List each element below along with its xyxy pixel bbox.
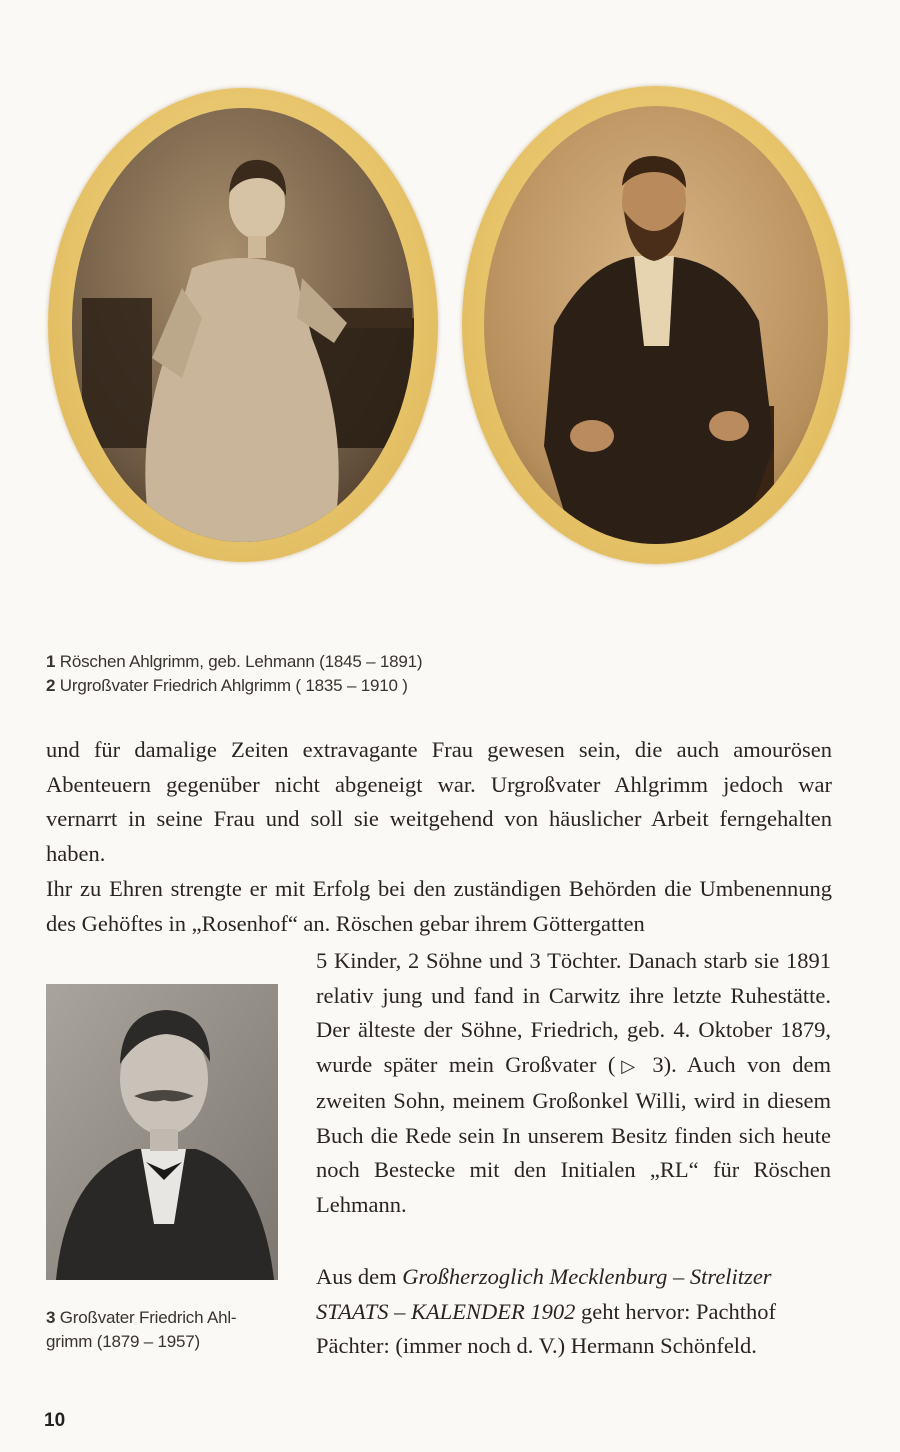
figure-caption-3 [46, 1306, 276, 1354]
paragraph-text: 3). Auch von dem zweiten Sohn, meinem Großonkel Willi, wird in diesem Buch die Rede sein In unserem Besitz finden sich heute noch Bestecke mit den Initialen „RL“ für Röschen Lehmann. [316, 1051, 831, 1217]
paragraph-text: 5 Kinder, 2 Söhne und 3 Töchter. Danach starb sie 1891 relativ jung und fand in Carwitz ihre letzte Ruhestätte. Der älteste der Söhne, Friedrich, geb. 4. Oktober 1879, wurde später mein Großvater ( [316, 948, 831, 1077]
portrait-photo-2 [484, 106, 828, 544]
figure-caption-1 [46, 650, 422, 674]
paragraph-text: Ihr zu Ehren strengte er mit Erfolg bei den zuständigen Behörden die Umbenennung des Gehöftes in „Rosenhof“ an. Röschen gebar ihrem Göttergatten [46, 876, 832, 936]
paragraph-2-start [46, 872, 832, 941]
caption-number: 2 [46, 676, 56, 695]
caption-number: 3 [46, 1308, 56, 1327]
caption-text: Großvater Friedrich Ahl- [55, 1308, 237, 1327]
paragraph-text: Aus dem [316, 1264, 403, 1289]
caption-number: 1 [46, 652, 56, 671]
figure-caption-2 [46, 674, 408, 698]
calendar-title: Großherzoglich Mecklenburg – Strelitzer STAATS – KALENDER 1902 [316, 1264, 772, 1324]
caption-text: Röschen Ahlgrimm, geb. Lehmann (1845 – 1891) [55, 652, 423, 671]
paragraph-text: und für damalige Zeiten extravagante Frau gewesen sein, die auch amourösen Abenteuern gegenüber nicht abgeneigt war. Urgroßvater Ahlgrimm jedoch war vernarrt in seine Frau und soll sie weitgehend von häuslicher Arbeit ferngehalten haben. [46, 737, 832, 866]
paragraph-2-continued [316, 944, 831, 1222]
page-number: 10 [44, 1410, 66, 1431]
caption-text: grimm (1879 – 1957) [46, 1332, 200, 1351]
paragraph-3 [316, 1260, 831, 1364]
portrait-photo-3 [46, 984, 278, 1280]
portrait-photo-1 [72, 108, 414, 542]
caption-text: Urgroßvater Friedrich Ahlgrimm ( 1835 – 1910 ) [55, 676, 408, 695]
paragraph-text: geht hervor: Pachthof Pächter: (immer noch d. V.) Hermann Schönfeld. [316, 1298, 776, 1358]
cross-reference-arrow-icon: ▷ [615, 1055, 641, 1077]
paragraph-1 [46, 733, 832, 871]
